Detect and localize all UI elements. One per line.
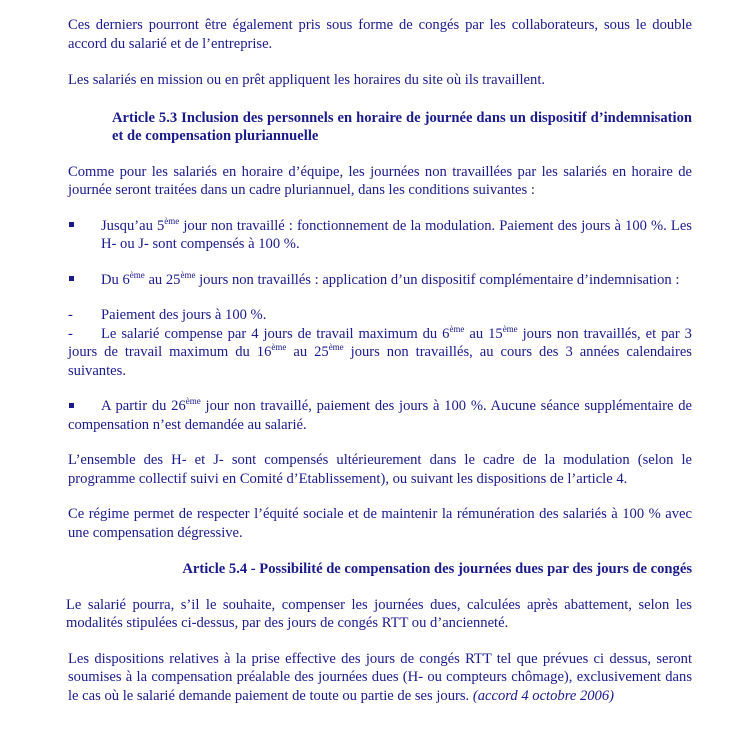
square-bullet-icon [69,403,74,408]
bullet-item-5eme-jour [68,217,692,254]
dash-marker: - [68,325,73,342]
dash-marker: - [68,307,73,323]
paragraph-dispositions-rtt: Les dispositions relatives à la prise effective des jours de congés RTT tel que prévues ci dessus, seront soumises à la compensation préalable des journées dues (H- ou compteurs chômage), exclusivement dans le cas où le salarié demande paiement de toute ou partie de ses jours. (accord 4 octobre 2006) [68,650,692,704]
dash-item-paiement [68,306,692,325]
square-bullet-icon [68,217,101,254]
reference-accord: (accord 4 octobre 2006) [472,687,615,704]
paragraph-regime-equite: Ce régime permet de respecter l’équité sociale et de maintenir la rémunération des salariés à 100 % avec une compensation dégressive. [68,506,692,541]
bullet-item-6eme-25eme [68,271,692,290]
paragraph-compensation-conges: Le salarié pourra, s’il le souhaite, compenser les journées dues, calculées après abattement, selon les modalités stipulées ci-dessus, par des jours de congés RTT ou d’ancienneté. [66,596,692,631]
bullet-text: Jusqu’au 5ème jour non travaillé : fonctionnement de la modulation. Paiement des jours à 100 %. Les H- ou J- sont compensés à 100 %. [101,215,692,252]
document-page [68,16,692,705]
bullet-text: Du 6ème au 25ème jours non travaillés : application d’un dispositif complémentaire d’indemnisation : [101,269,680,288]
dash-text: Paiement des jours à 100 %. [101,307,267,323]
paragraph-ensemble-h-j: L’ensemble des H- et J- sont compensés ultérieurement dans le cadre de la modulation (selon le programme collectif suivi en Comité d’Etablissement), ou suivant les dispositions de l’article 4. [68,452,692,487]
paragraph-salaries-mission: Les salariés en mission ou en prêt appliquent les horaires du site où ils travaillent. [68,72,546,88]
square-bullet-icon [68,271,101,290]
paragraph-conges-collaborateurs: Ces derniers pourront être également pris sous forme de congés par les collaborateurs, sous le double accord du salarié et de l’entreprise. [68,17,692,52]
article-5-4-title: Article 5.4 - Possibilité de compensation des journées dues par des jours de congés [182,561,692,577]
paragraph-horaire-equipe: Comme pour les salariés en horaire d’équipe, les journées non travaillées par les salariés en horaire de journée seront traitées dans un cadre pluriannuel, dans les conditions suivantes : [68,163,692,198]
article-5-3-title: Article 5.3 Inclusion des personnels en horaire de journée dans un dispositif d’indemnisation et de compensation pluriannuelle [112,109,692,144]
dash-item-compensation: - Le salarié compense par 4 jours de travail maximum du 6ème au 15ème jours non travaillés, et par 3 jours de travail maximum du 16ème au 25ème jours non travaillés, au cours des 3 années calendaires suivantes. [68,323,692,379]
bullet-item-26eme-jour: A partir du 26ème jour non travaillé, paiement des jours à 100 %. Aucune séance supplémentaire de compensation n’est demandée au salarié. [68,396,692,433]
